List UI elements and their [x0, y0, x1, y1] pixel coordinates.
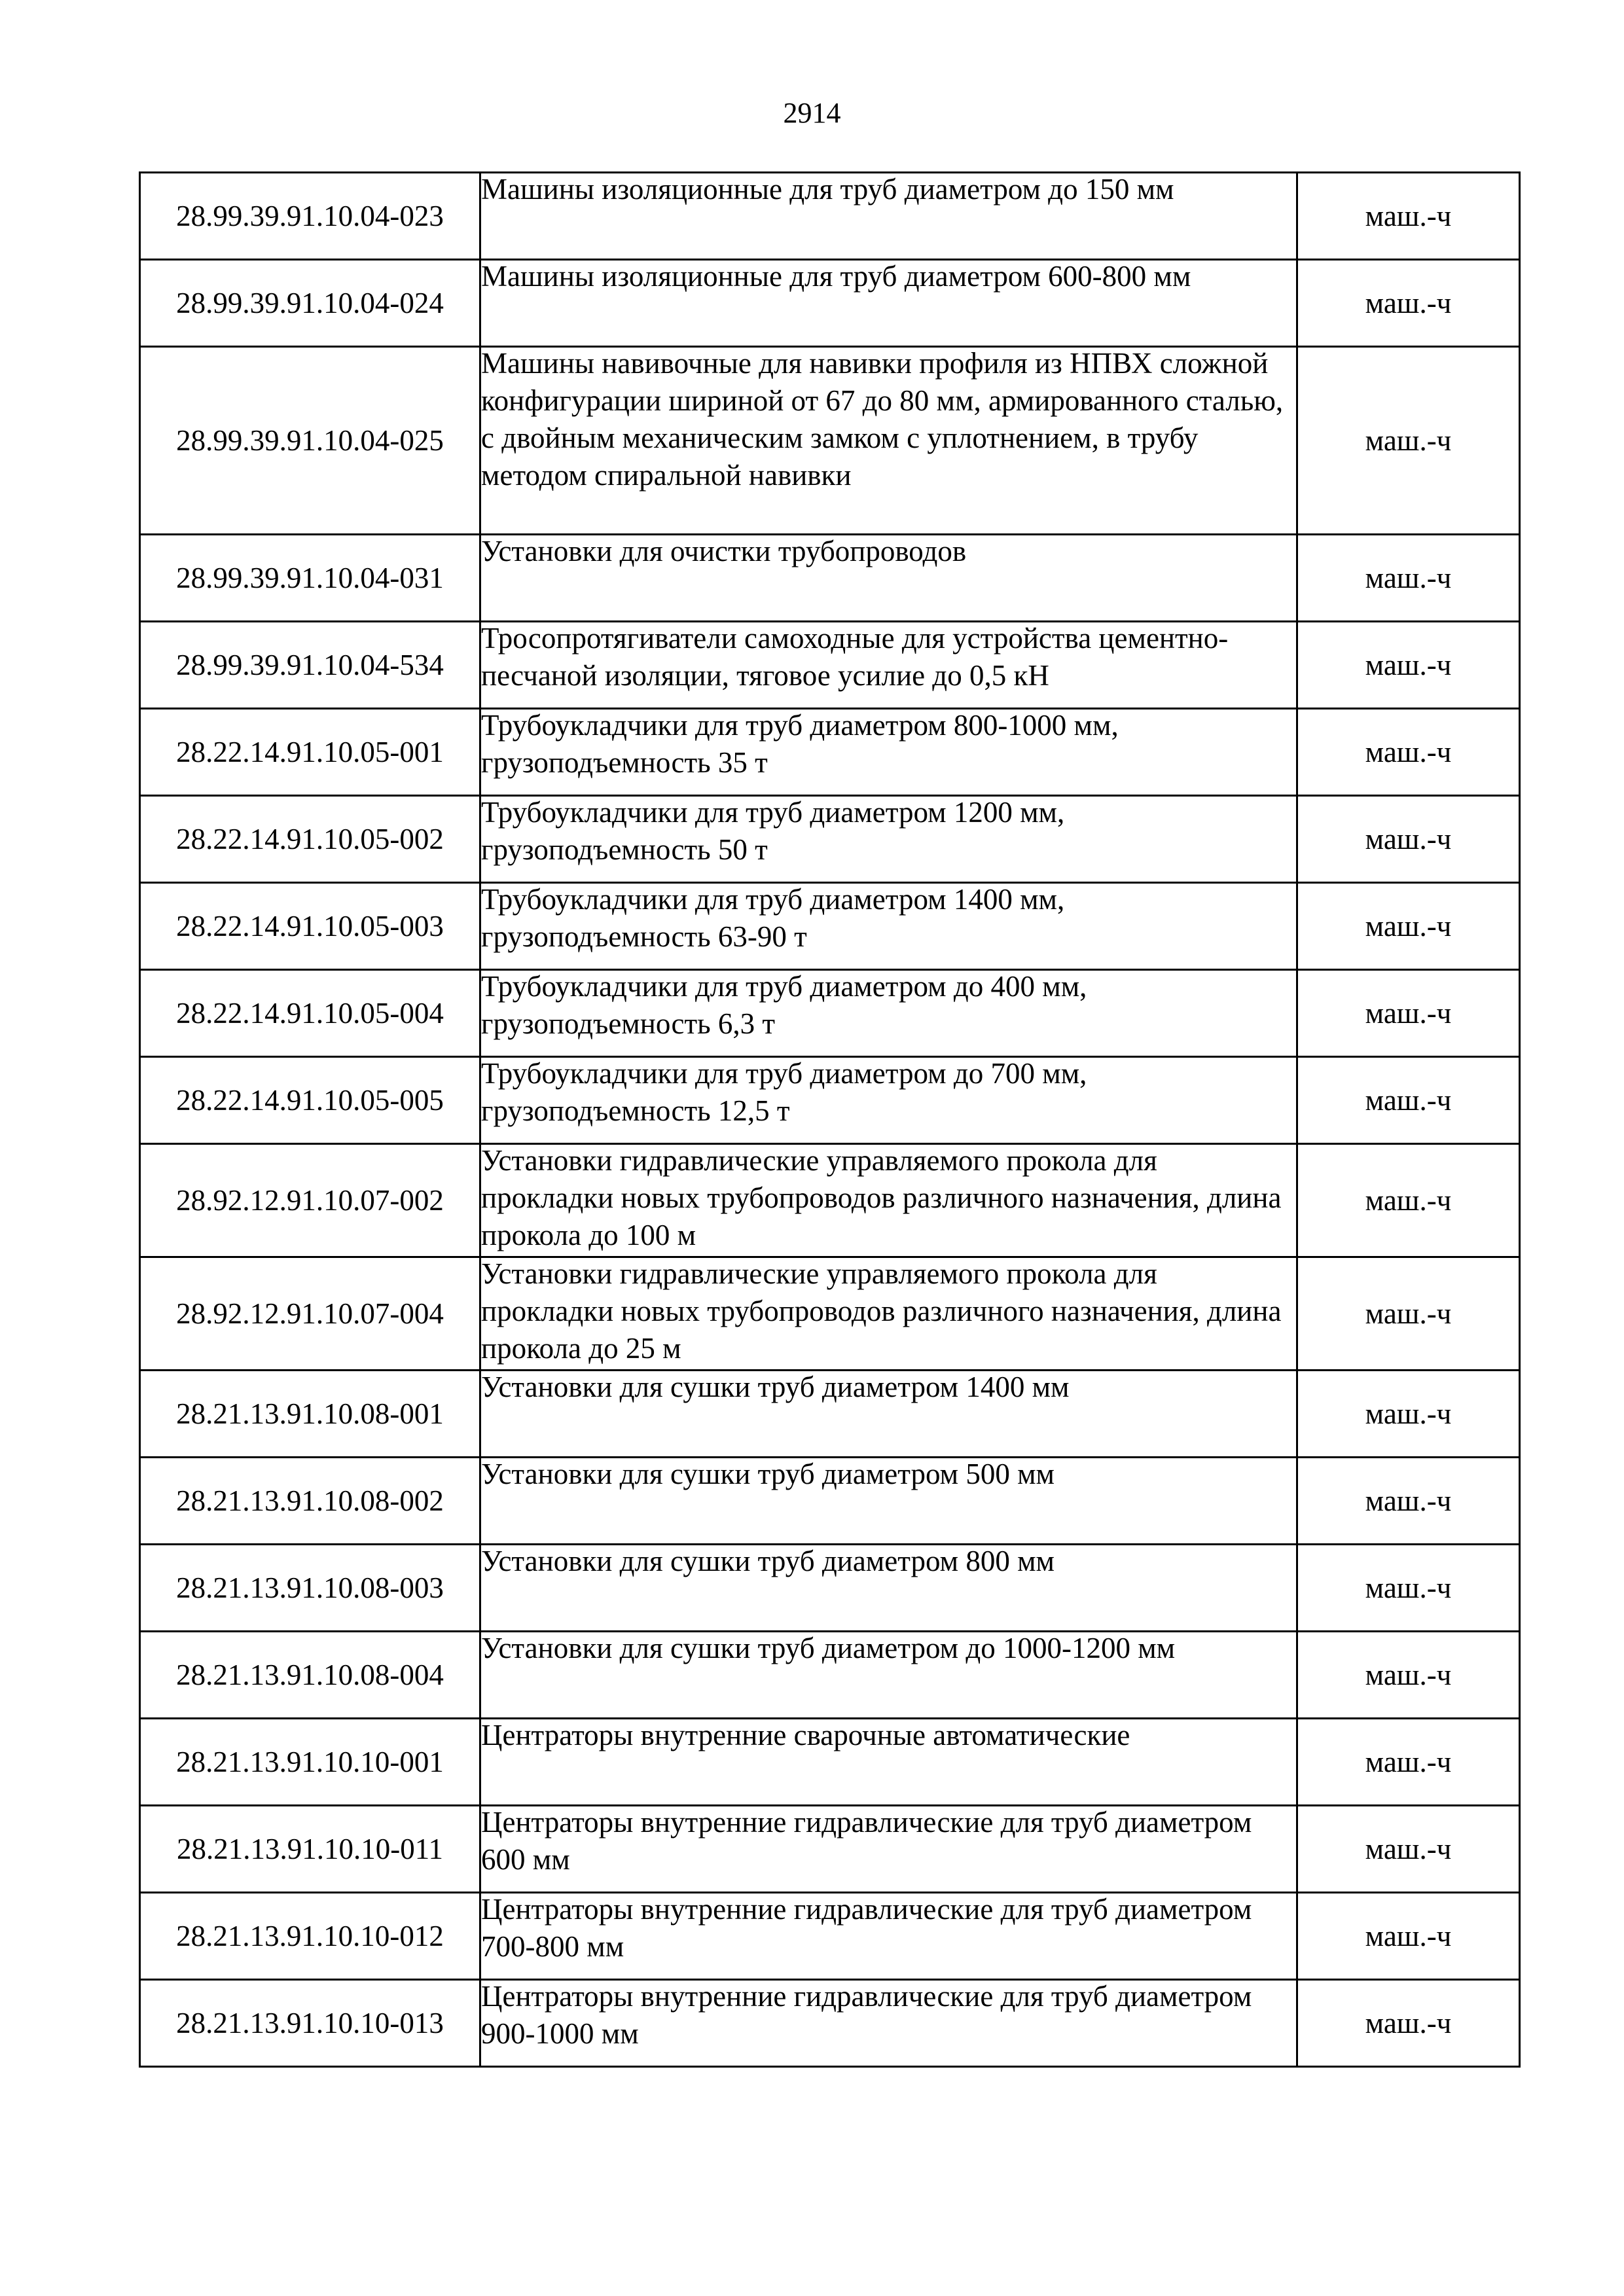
resource-code: 28.99.39.91.10.04-024: [140, 260, 480, 347]
unit-of-measure: маш.-ч: [1297, 1980, 1520, 2067]
resource-code: 28.92.12.91.10.07-002: [140, 1144, 480, 1257]
table-row: [140, 260, 1520, 347]
resource-name: Установки гидравлические управляемого прокола для прокладки новых трубопроводов различного назначения, длина прокола до 100 м: [480, 1144, 1297, 1257]
table-row: [140, 709, 1520, 796]
resource-code: 28.21.13.91.10.10-012: [140, 1893, 480, 1980]
resource-name: Установки для очистки трубопроводов: [480, 535, 1297, 622]
resource-name: Трубоукладчики для труб диаметром 800-1000 мм, грузоподъемность 35 т: [480, 709, 1297, 796]
unit-of-measure: маш.-ч: [1297, 1545, 1520, 1632]
unit-of-measure: маш.-ч: [1297, 622, 1520, 709]
resource-name: Тросопротягиватели самоходные для устройства цементно-песчаной изоляции, тяговое усилие до 0,5 кН: [480, 622, 1297, 709]
resource-code: 28.21.13.91.10.10-001: [140, 1719, 480, 1806]
table-row: [140, 1545, 1520, 1632]
resource-name: Центраторы внутренние гидравлические для труб диаметром 600 мм: [480, 1806, 1297, 1893]
resource-code: 28.21.13.91.10.08-004: [140, 1632, 480, 1719]
unit-of-measure: маш.-ч: [1297, 1806, 1520, 1893]
unit-of-measure: маш.-ч: [1297, 347, 1520, 535]
unit-of-measure: маш.-ч: [1297, 1371, 1520, 1458]
machinery-table: [139, 171, 1521, 2068]
resource-name: Установки для сушки труб диаметром 500 мм: [480, 1458, 1297, 1545]
page-number: 2914: [783, 97, 841, 129]
table-row: [140, 796, 1520, 883]
table-row: [140, 622, 1520, 709]
table-row: [140, 347, 1520, 535]
resource-code: 28.99.39.91.10.04-025: [140, 347, 480, 535]
table-row: [140, 1257, 1520, 1371]
resource-name: Установки для сушки труб диаметром 1400 мм: [480, 1371, 1297, 1458]
unit-of-measure: маш.-ч: [1297, 1632, 1520, 1719]
table-row: [140, 1632, 1520, 1719]
resource-code: 28.21.13.91.10.08-002: [140, 1458, 480, 1545]
resource-name: Установки для сушки труб диаметром до 1000-1200 мм: [480, 1632, 1297, 1719]
resource-code: 28.22.14.91.10.05-001: [140, 709, 480, 796]
unit-of-measure: маш.-ч: [1297, 1893, 1520, 1980]
resource-code: 28.99.39.91.10.04-534: [140, 622, 480, 709]
table-row: [140, 1458, 1520, 1545]
table-row: [140, 1980, 1520, 2067]
table-row: [140, 535, 1520, 622]
resource-code: 28.22.14.91.10.05-002: [140, 796, 480, 883]
resource-name: Трубоукладчики для труб диаметром 1400 мм, грузоподъемность 63-90 т: [480, 883, 1297, 970]
resource-code: 28.22.14.91.10.05-004: [140, 970, 480, 1057]
resource-code: 28.21.13.91.10.10-011: [140, 1806, 480, 1893]
resource-code: 28.99.39.91.10.04-031: [140, 535, 480, 622]
resource-name: Трубоукладчики для труб диаметром до 400 мм, грузоподъемность 6,3 т: [480, 970, 1297, 1057]
resource-code: 28.92.12.91.10.07-004: [140, 1257, 480, 1371]
table-row: [140, 1057, 1520, 1144]
unit-of-measure: маш.-ч: [1297, 1144, 1520, 1257]
resource-name: Установки гидравлические управляемого прокола для прокладки новых трубопроводов различного назначения, длина прокола до 25 м: [480, 1257, 1297, 1371]
table-row: [140, 883, 1520, 970]
resource-name: Машины изоляционные для труб диаметром 600-800 мм: [480, 260, 1297, 347]
table-row: [140, 173, 1520, 260]
unit-of-measure: маш.-ч: [1297, 1057, 1520, 1144]
resource-code: 28.99.39.91.10.04-023: [140, 173, 480, 260]
resource-code: 28.21.13.91.10.08-001: [140, 1371, 480, 1458]
table-row: [140, 1719, 1520, 1806]
resource-code: 28.21.13.91.10.08-003: [140, 1545, 480, 1632]
unit-of-measure: маш.-ч: [1297, 796, 1520, 883]
unit-of-measure: маш.-ч: [1297, 1458, 1520, 1545]
resource-name: Установки для сушки труб диаметром 800 мм: [480, 1545, 1297, 1632]
resource-name: Машины изоляционные для труб диаметром до 150 мм: [480, 173, 1297, 260]
unit-of-measure: маш.-ч: [1297, 1257, 1520, 1371]
resource-name: Машины навивочные для навивки профиля из НПВХ сложной конфигурации шириной от 67 до 80 мм, армированного сталью, с двойным механическим замком с уплотнением, в трубу методом спиральной навивки: [480, 347, 1297, 535]
unit-of-measure: маш.-ч: [1297, 883, 1520, 970]
table-row: [140, 1371, 1520, 1458]
unit-of-measure: маш.-ч: [1297, 1719, 1520, 1806]
unit-of-measure: маш.-ч: [1297, 709, 1520, 796]
resource-code: 28.22.14.91.10.05-003: [140, 883, 480, 970]
resource-name: Центраторы внутренние сварочные автоматические: [480, 1719, 1297, 1806]
table-row: [140, 1806, 1520, 1893]
resource-code: 28.22.14.91.10.05-005: [140, 1057, 480, 1144]
unit-of-measure: маш.-ч: [1297, 173, 1520, 260]
resource-name: Центраторы внутренние гидравлические для труб диаметром 700-800 мм: [480, 1893, 1297, 1980]
unit-of-measure: маш.-ч: [1297, 535, 1520, 622]
table-row: [140, 1893, 1520, 1980]
resource-name: Трубоукладчики для труб диаметром до 700 мм, грузоподъемность 12,5 т: [480, 1057, 1297, 1144]
resource-name: Центраторы внутренние гидравлические для труб диаметром 900-1000 мм: [480, 1980, 1297, 2067]
resource-code: 28.21.13.91.10.10-013: [140, 1980, 480, 2067]
resource-name: Трубоукладчики для труб диаметром 1200 мм, грузоподъемность 50 т: [480, 796, 1297, 883]
unit-of-measure: маш.-ч: [1297, 260, 1520, 347]
unit-of-measure: маш.-ч: [1297, 970, 1520, 1057]
table-row: [140, 970, 1520, 1057]
table-row: [140, 1144, 1520, 1257]
